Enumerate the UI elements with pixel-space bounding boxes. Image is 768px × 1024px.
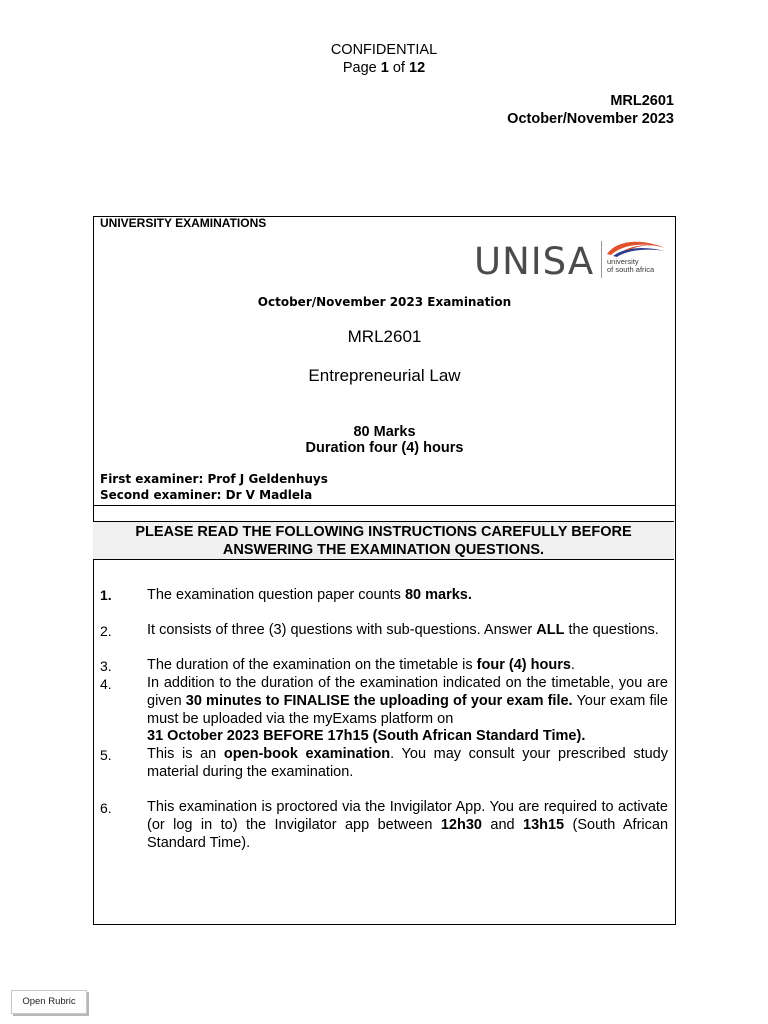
instruction-item — [147, 745, 668, 781]
divider — [93, 505, 676, 506]
marks: 80 Marks — [353, 424, 416, 440]
second-examiner: Second examiner: Dr V Madlela — [100, 488, 313, 502]
first-examiner: First examiner: Prof J Geldenhuys — [100, 472, 328, 486]
instructions-heading-line2: ANSWERING THE EXAMINATION QUESTIONS. — [222, 542, 545, 558]
instructions-heading-line1: PLEASE READ THE FOLLOWING INSTRUCTIONS CAREFULLY BEFORE — [135, 524, 632, 540]
duration: Duration four (4) hours — [305, 440, 464, 456]
page-current: 1 — [380, 60, 389, 76]
instructions-heading — [93, 521, 674, 560]
instruction-text: Your exam file must be uploaded via the myExams platform on — [147, 693, 668, 727]
instruction-number: 4. — [100, 676, 112, 692]
page-indicator — [0, 60, 768, 77]
module-code: MRL2601 — [347, 327, 422, 346]
instruction-number: 1. — [100, 587, 112, 603]
instruction-text: (South African Standard Time). — [147, 817, 669, 851]
instruction-item — [147, 674, 668, 728]
instruction-number: 3. — [100, 658, 112, 674]
instruction-emphasis: 13h15 — [523, 817, 565, 833]
logo-tagline-1: university — [607, 257, 639, 266]
page-prefix: Page — [342, 60, 381, 76]
instruction-text: The examination question paper counts — [147, 587, 405, 603]
header-course-code: MRL2601 — [610, 93, 674, 109]
unisa-logo — [474, 238, 669, 283]
logo-tagline-2: of south africa — [607, 265, 655, 274]
logo-tagline — [607, 258, 654, 274]
instruction-text: This is an — [147, 746, 224, 762]
instruction-emphasis: open-book examination — [223, 746, 391, 762]
page-total: 12 — [409, 60, 426, 76]
instruction-item — [147, 621, 668, 639]
instruction-text: In addition to the duration of the examination indicated on the timetable, you are given — [147, 675, 668, 709]
instruction-text: This examination is proctored via the Invigilator App. You are required to activate (or log in to) the Invigilator app between — [147, 799, 668, 833]
instruction-emphasis: 12h30 — [440, 817, 482, 833]
page-of: of — [388, 60, 409, 76]
instruction-number: 5. — [100, 747, 112, 763]
instruction-text: It consists of three (3) questions with sub-questions. Answer — [147, 622, 537, 638]
instruction-item — [147, 798, 668, 852]
instruction-text: the questions. — [564, 622, 659, 638]
instruction-text: The duration of the examination on the timetable is — [147, 657, 477, 673]
instruction-emphasis: ALL — [536, 622, 565, 638]
instruction-emphasis: 80 marks. — [404, 587, 472, 603]
open-rubric-button[interactable]: Open Rubric — [11, 990, 87, 1014]
logo-swoosh-icon — [605, 238, 667, 258]
module-name: Entrepreneurial Law — [308, 366, 461, 385]
instruction-number: 2. — [100, 623, 112, 639]
instruction-item — [147, 656, 668, 674]
logo-divider — [601, 241, 602, 278]
university-examinations-label: UNIVERSITY EXAMINATIONS — [100, 216, 267, 230]
exam-session: October/November 2023 Examination — [257, 295, 512, 309]
instruction-text: . — [570, 657, 575, 673]
instruction-emphasis: 30 minutes to FINALISE the uploading of your exam file. — [185, 693, 573, 709]
instruction-text: and — [481, 817, 523, 833]
instruction-number: 6. — [100, 800, 112, 816]
instruction-emphasis: four (4) hours — [476, 657, 571, 673]
upload-deadline: 31 October 2023 BEFORE 17h15 (South African Standard Time). — [147, 728, 586, 744]
instruction-item — [147, 586, 668, 604]
header-session: October/November 2023 — [507, 111, 674, 127]
logo-wordmark: UNISA — [474, 240, 595, 283]
confidential-label: CONFIDENTIAL — [330, 42, 438, 58]
instruction-text: . You may consult your prescribed study material during the examination. — [147, 746, 668, 780]
